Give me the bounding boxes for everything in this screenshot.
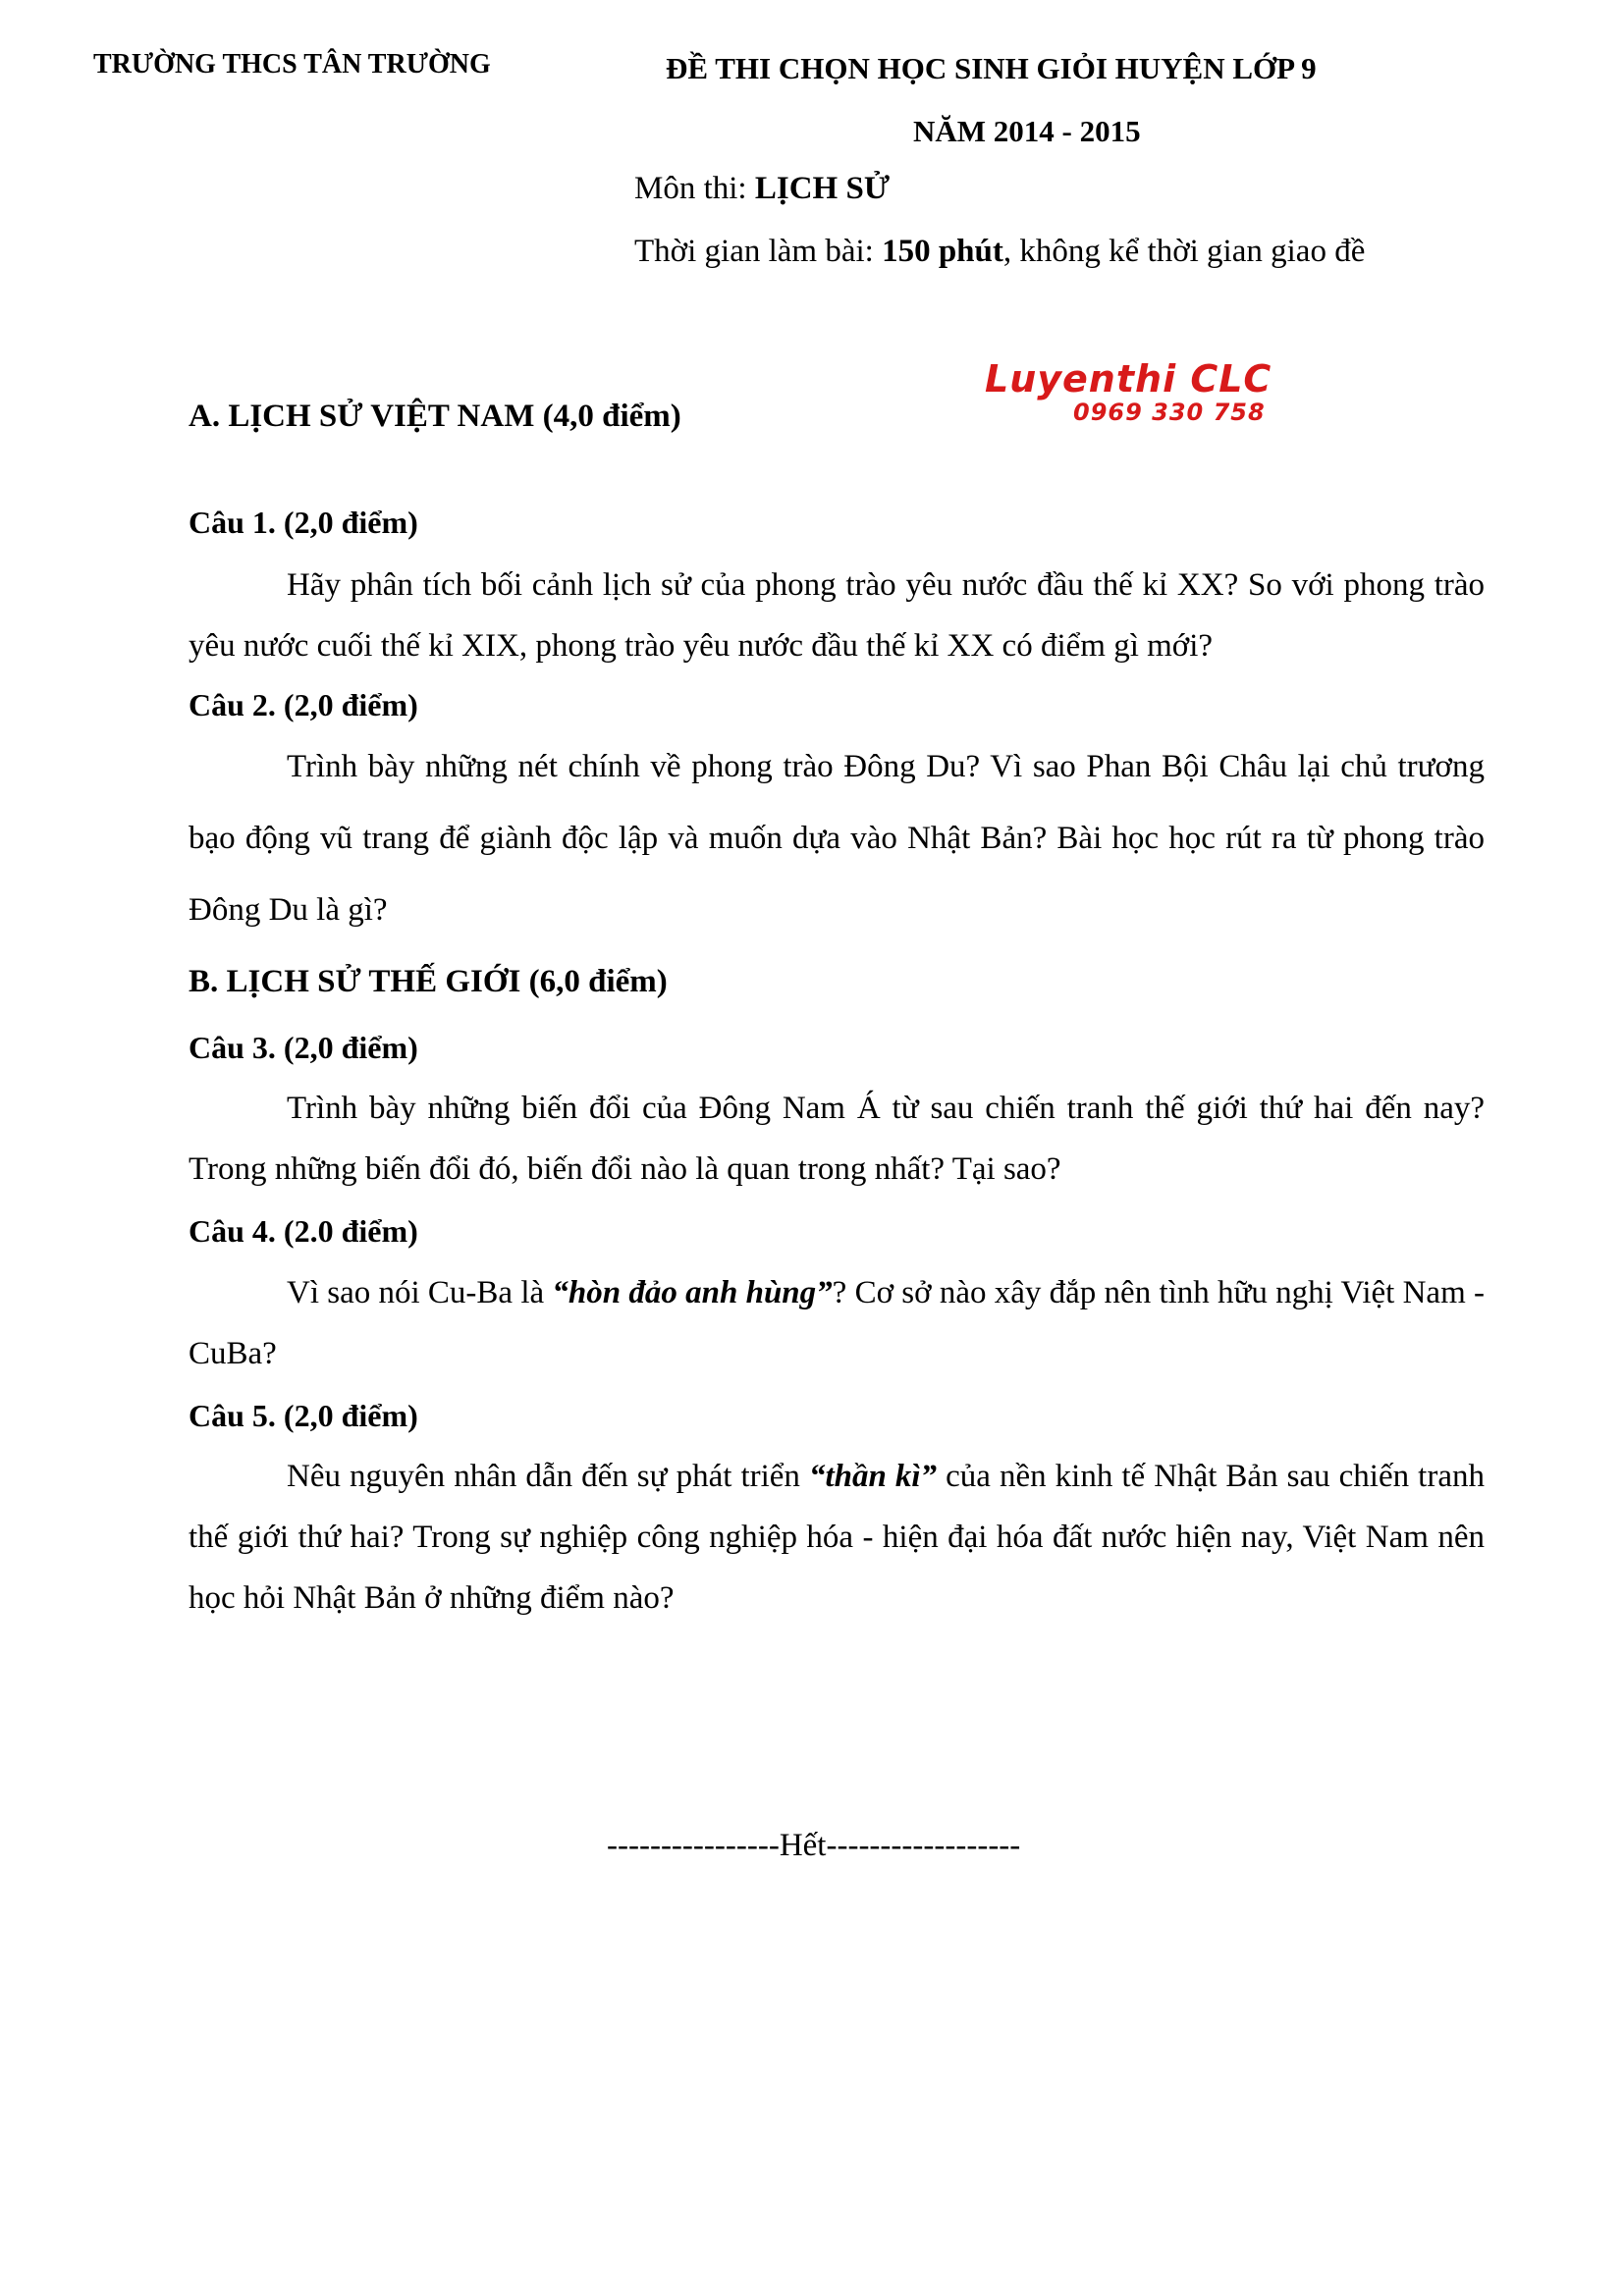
logo-phone: 0969 330 758 bbox=[1073, 399, 1266, 426]
q5-text-before: Nêu nguyên nhân dẫn đến sự phát triển bbox=[287, 1459, 809, 1494]
question-2-text: Trình bày những nét chính về phong trào Đông Du? Vì sao Phan Bội Châu lại chủ trương bạo động vũ trang để giành độc lập và muốn dựa vào Nhật Bản? Bài học học rút ra từ phong trào Đông Du là gì? bbox=[189, 749, 1485, 928]
question-5-text bbox=[189, 1446, 1485, 1629]
time-suffix: , không kể thời gian giao đề bbox=[1002, 234, 1366, 269]
question-1-heading: Câu 1. (2,0 điểm) bbox=[189, 505, 418, 540]
subject-value: LỊCH SỬ bbox=[754, 171, 891, 206]
exam-subject bbox=[634, 171, 890, 207]
time-value: 150 phút bbox=[882, 234, 1003, 269]
q5-text-after: của nền kinh tế Nhật Bản sau chiến tranh thế giới thứ hai? Trong sự nghiệp công nghiệp hóa - hiện đại hóa đất nước hiện nay, Việt Nam nên học hỏi Nhật Bản ở những điểm nào? bbox=[189, 1459, 1485, 1616]
q5-emphasis: “thần kì” bbox=[808, 1459, 938, 1494]
watermark-logo bbox=[985, 359, 1272, 426]
exam-duration bbox=[634, 234, 1365, 270]
question-4-heading: Câu 4. (2.0 điểm) bbox=[189, 1213, 418, 1249]
exam-year: NĂM 2014 - 2015 bbox=[913, 114, 1141, 148]
q4-text-before: Vì sao nói Cu-Ba là bbox=[287, 1275, 553, 1310]
question-2-heading: Câu 2. (2,0 điểm) bbox=[189, 687, 418, 722]
logo-name: Luyenthi CLC bbox=[985, 357, 1272, 400]
question-5-heading: Câu 5. (2,0 điểm) bbox=[189, 1398, 418, 1433]
school-name: TRƯỜNG THCS TÂN TRƯỜNG bbox=[93, 49, 491, 80]
section-b-heading: B. LỊCH SỬ THẾ GIỚI (6,0 điểm) bbox=[189, 964, 668, 999]
q4-text-after: ? Cơ sở nào xây đắp nên tình hữu nghị Việt Nam - CuBa? bbox=[189, 1275, 1485, 1371]
question-1-text: Hãy phân tích bối cảnh lịch sử của phong trào yêu nước đầu thế kỉ XX? So với phong trào yêu nước cuối thế kỉ XIX, phong trào yêu nước đầu thế kỉ XX có điểm gì mới? bbox=[189, 567, 1485, 664]
question-4-text bbox=[189, 1262, 1485, 1384]
end-marker: ----------------Hết------------------ bbox=[607, 1828, 1021, 1863]
subject-label: Môn thi: bbox=[634, 171, 755, 206]
q4-emphasis: “hòn đảo anh hùng” bbox=[552, 1275, 833, 1310]
question-3-text: Trình bày những biến đổi của Đông Nam Á từ sau chiến tranh thế giới thứ hai đến nay? Trong những biến đổi đó, biến đổi nào là quan trong nhất? Tại sao? bbox=[189, 1091, 1485, 1187]
section-a-heading: A. LỊCH SỬ VIỆT NAM (4,0 điểm) bbox=[189, 399, 681, 434]
question-3-heading: Câu 3. (2,0 điểm) bbox=[189, 1030, 418, 1065]
exam-title: ĐỀ THI CHỌN HỌC SINH GIỎI HUYỆN LỚP 9 bbox=[666, 51, 1317, 85]
time-label: Thời gian làm bài: bbox=[634, 234, 883, 269]
